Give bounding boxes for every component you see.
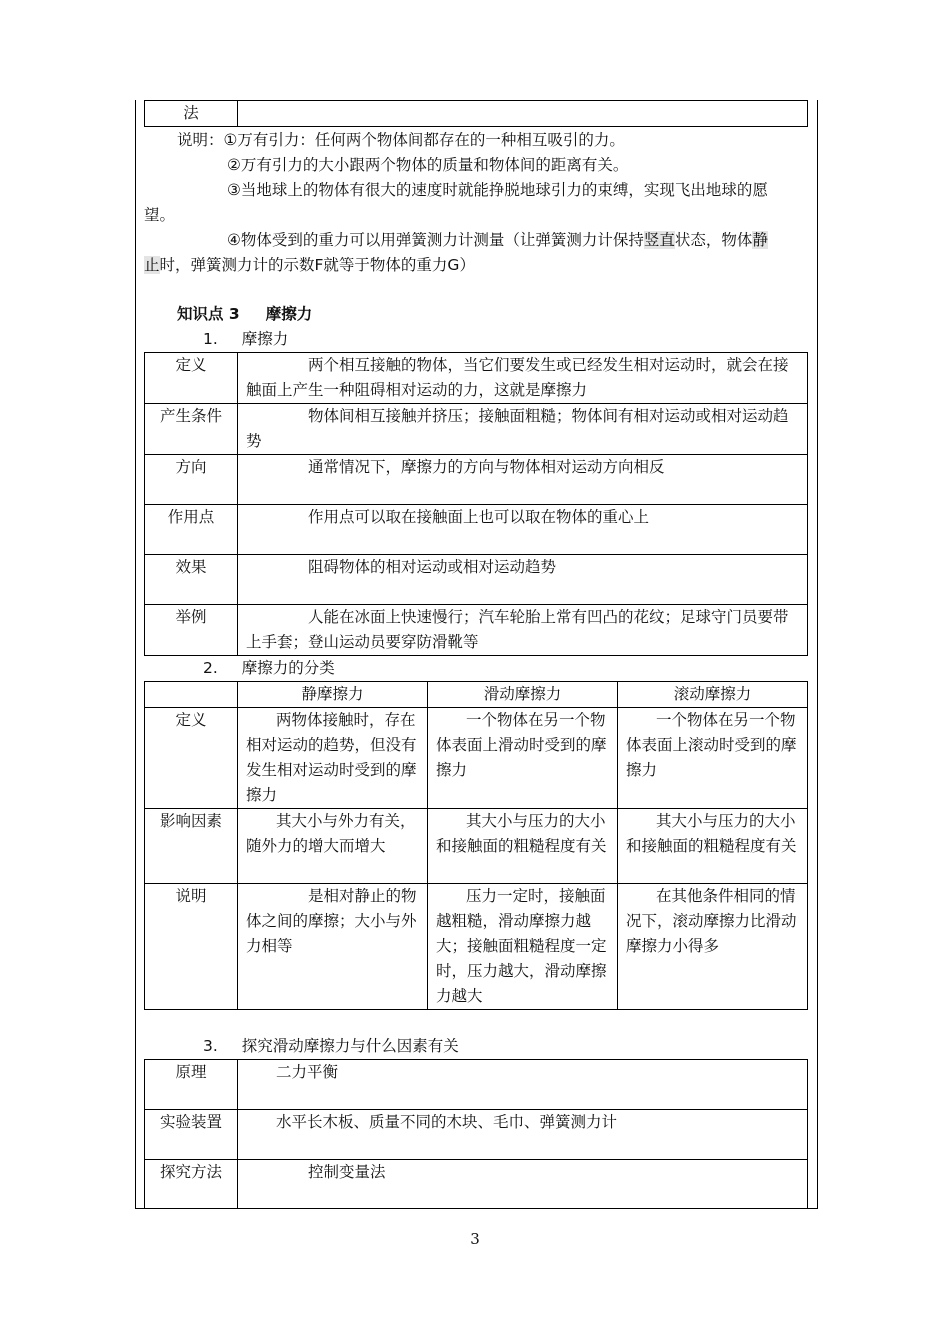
subsection-name: 摩擦力的分类 xyxy=(241,659,335,677)
row-text: 人能在冰面上快速慢行；汽车轮胎上常有凹凸的花纹；足球守门员要带上手套；登山运动员要穿防滑靴等 xyxy=(238,605,808,656)
table-cell xyxy=(238,101,808,127)
row-text: 通常情况下，摩擦力的方向与物体相对运动方向相反 xyxy=(238,455,808,505)
subsection-3-title xyxy=(203,1034,459,1059)
note-line-4a xyxy=(227,228,768,253)
subsection-number: 3. xyxy=(203,1037,218,1055)
header-cell: 滑动摩擦力 xyxy=(428,682,618,708)
table-cell: 在其他条件相同的情况下，滚动摩擦力比滑动摩擦力小得多 xyxy=(618,884,808,1010)
row-label: 定义 xyxy=(145,708,238,809)
row-text: 二力平衡 xyxy=(238,1060,808,1110)
subsection-name: 探究滑动摩擦力与什么因素有关 xyxy=(241,1037,459,1055)
note-line-3b: 望。 xyxy=(144,206,176,224)
table-cell: 其大小与外力有关，随外力的增大而增大 xyxy=(238,809,428,884)
classification-table xyxy=(144,681,808,1010)
row-label: 探究方法 xyxy=(145,1160,238,1209)
note-line-1: 说明：①万有引力：任何两个物体间都存在的一种相互吸引的力。 xyxy=(177,131,625,149)
table-cell: 压力一定时，接触面越粗糙，滑动摩擦力越大；接触面粗糙程度一定时，压力越大，滑动摩擦力越大 xyxy=(428,884,618,1010)
row-text: 物体间相互接触并挤压；接触面粗糙；物体间有相对运动或相对运动趋势 xyxy=(238,404,808,455)
highlighted-text: 静 xyxy=(752,231,768,249)
row-text: 作用点可以取在接触面上也可以取在物体的重心上 xyxy=(238,505,808,555)
table-cell: 两物体接触时，存在相对运动的趋势，但没有发生相对运动时受到的摩擦力 xyxy=(238,708,428,809)
header-cell: 滚动摩擦力 xyxy=(618,682,808,708)
subsection-number: 1. xyxy=(203,330,218,348)
note-line-2: ②万有引力的大小跟两个物体的质量和物体间的距离有关。 xyxy=(227,156,629,174)
table-cell: 其大小与压力的大小和接触面的粗糙程度有关 xyxy=(428,809,618,884)
row-label: 定义 xyxy=(145,353,238,404)
highlighted-text: 止 xyxy=(144,256,160,274)
note-text: ④物体受到的重力可以用弹簧测力计测量（让弹簧测力计保持 xyxy=(227,231,644,249)
row-label: 产生条件 xyxy=(145,404,238,455)
table-cell: 一个物体在另一个物体表面上滚动时受到的摩擦力 xyxy=(618,708,808,809)
header-cell xyxy=(145,682,238,708)
gravity-table-tail xyxy=(144,100,808,127)
row-label: 作用点 xyxy=(145,505,238,555)
table-cell: 一个物体在另一个物体表面上滑动时受到的摩擦力 xyxy=(428,708,618,809)
note-text: 状态，物体 xyxy=(674,231,753,249)
subsection-name: 摩擦力 xyxy=(241,330,289,348)
row-label: 原理 xyxy=(145,1060,238,1110)
row-label: 举例 xyxy=(145,605,238,656)
row-label: 影响因素 xyxy=(145,809,238,884)
row-text: 阻碍物体的相对运动或相对运动趋势 xyxy=(238,555,808,605)
note-line-4b xyxy=(144,253,475,278)
subsection-1-title xyxy=(203,327,288,352)
table-cell: 其大小与压力的大小和接触面的粗糙程度有关 xyxy=(618,809,808,884)
row-text: 两个相互接触的物体，当它们要发生或已经发生相对运动时，就会在接触面上产生一种阻碍相对运动的力，这就是摩擦力 xyxy=(238,353,808,404)
row-text: 控制变量法 xyxy=(238,1160,808,1209)
subsection-2-title xyxy=(203,656,335,681)
row-label: 效果 xyxy=(145,555,238,605)
row-label: 方向 xyxy=(145,455,238,505)
row-label: 说明 xyxy=(145,884,238,1010)
table-cell: 是相对静止的物体之间的摩擦；大小与外力相等 xyxy=(238,884,428,1010)
page-number: 3 xyxy=(470,1230,480,1248)
table-label: 法 xyxy=(145,101,238,127)
friction-table xyxy=(144,352,808,656)
explore-table xyxy=(144,1059,808,1209)
section-number: 知识点 3 xyxy=(177,305,240,323)
row-label: 实验装置 xyxy=(145,1110,238,1160)
section-title xyxy=(177,302,312,327)
header-cell: 静摩擦力 xyxy=(238,682,428,708)
section-name: 摩擦力 xyxy=(265,305,313,323)
note-text: 时，弹簧测力计的示数F就等于物体的重力G） xyxy=(159,256,475,274)
note-line-3a: ③当地球上的物体有很大的速度时就能挣脱地球引力的束缚，实现飞出地球的愿 xyxy=(227,181,768,199)
row-text: 水平长木板、质量不同的木块、毛巾、弹簧测力计 xyxy=(238,1110,808,1160)
subsection-number: 2. xyxy=(203,659,218,677)
highlighted-text: 竖直 xyxy=(643,231,675,249)
